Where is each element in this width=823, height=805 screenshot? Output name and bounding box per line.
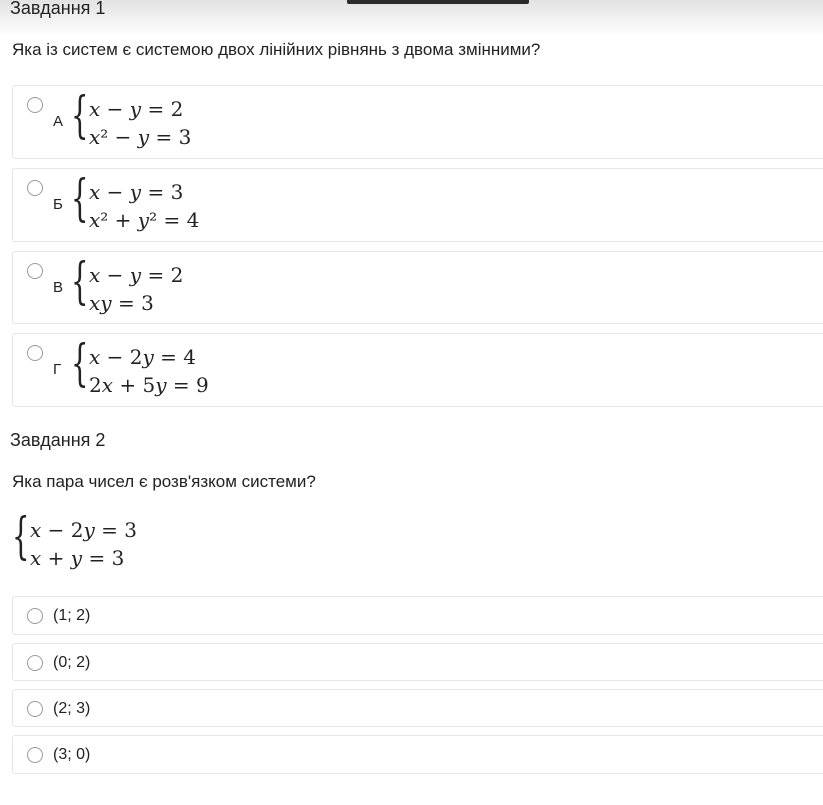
task2-title: Завдання 2 <box>10 430 106 450</box>
answer-label: (0; 2) <box>53 654 91 671</box>
equation-1: x − y = 2 <box>89 263 184 287</box>
task1-option-g[interactable] <box>12 333 823 407</box>
option-letter: Б <box>53 196 63 213</box>
task2-answer-3[interactable] <box>12 689 823 727</box>
task2-answer-2[interactable] <box>12 643 823 681</box>
option-letter: В <box>53 279 64 296</box>
radio-button[interactable] <box>27 747 43 763</box>
top-bar <box>0 0 823 36</box>
answer-label: (3; 0) <box>53 746 91 763</box>
equation-2: 2x + 5y = 9 <box>89 373 209 397</box>
brace-symbol: { <box>12 507 30 565</box>
radio-button[interactable] <box>27 97 43 113</box>
equation-2: xy = 3 <box>89 291 154 315</box>
equation-1: x − 2y = 3 <box>30 518 138 542</box>
answer-label: (2; 3) <box>53 700 91 717</box>
task1-option-b[interactable] <box>12 168 823 242</box>
brace-symbol: { <box>71 252 89 310</box>
task1-option-a[interactable] <box>12 85 823 159</box>
task1-question: Яка із систем є системою двох лінійних рівнянь з двома змінними? <box>12 40 541 59</box>
answer-label: (1; 2) <box>53 607 91 624</box>
option-letter: Г <box>53 361 62 378</box>
top-bar-handle <box>347 0 529 4</box>
radio-button[interactable] <box>27 701 43 717</box>
radio-button[interactable] <box>27 608 43 624</box>
option-letter: А <box>53 113 64 130</box>
brace-symbol: { <box>71 169 89 227</box>
equation-2: x² − y = 3 <box>89 125 192 149</box>
brace-symbol: { <box>71 86 89 144</box>
equation-2: x² + y² = 4 <box>89 208 200 232</box>
radio-button[interactable] <box>27 345 43 361</box>
equation-2: x + y = 3 <box>30 546 125 570</box>
equation-1: x − y = 3 <box>89 180 184 204</box>
brace-symbol: { <box>71 334 89 392</box>
equation-1: x − 2y = 4 <box>89 345 197 369</box>
task1-option-v[interactable] <box>12 251 823 324</box>
radio-button[interactable] <box>27 263 43 279</box>
task2-answer-4[interactable] <box>12 735 823 774</box>
task2-answer-1[interactable] <box>12 596 823 635</box>
radio-button[interactable] <box>27 180 43 196</box>
radio-button[interactable] <box>27 655 43 671</box>
task2-question: Яка пара чисел є розв'язком системи? <box>12 472 316 491</box>
task1-title: Завдання 1 <box>10 0 106 18</box>
equation-1: x − y = 2 <box>89 97 184 121</box>
